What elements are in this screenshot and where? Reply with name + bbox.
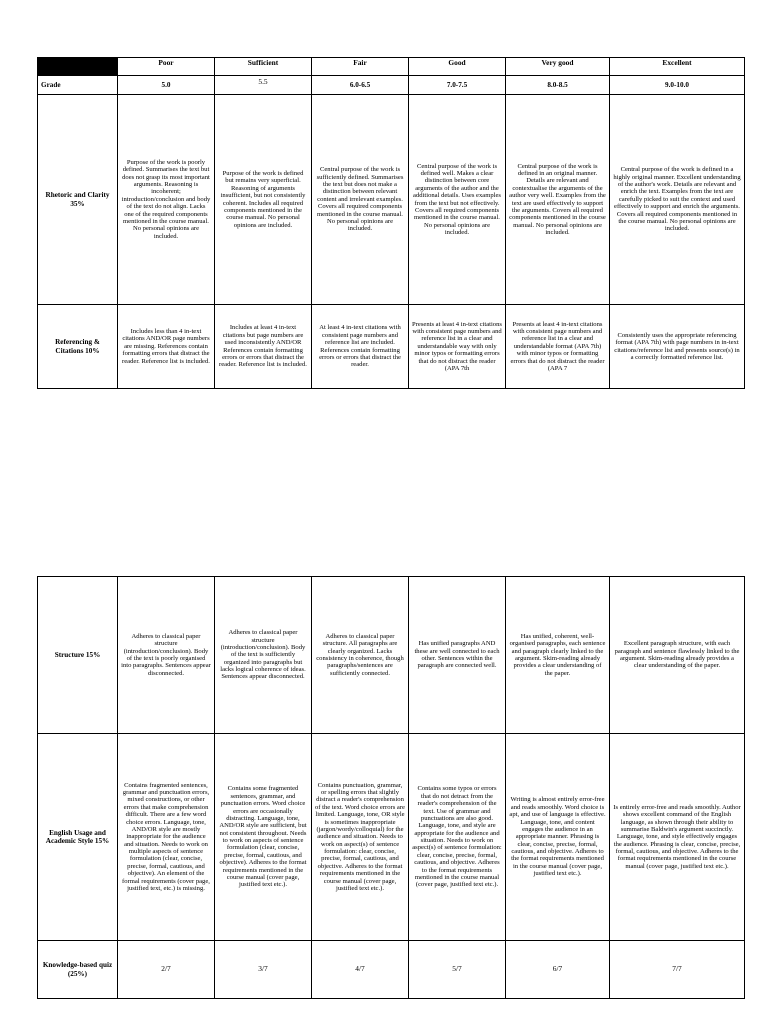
rhetoric-label: Rhetoric and Clarity 35%	[38, 95, 118, 305]
quiz-fair: 4/7	[312, 941, 409, 999]
rhetoric-very-good: Central purpose of the work is defined in an original manner. Details are relevant and contextualise the arguments of the author very well. Examples from the text are used effectively to support the arguments. Covers all required components mentioned in the course manual. No personal opinions are included.	[506, 95, 610, 305]
english-label: English Usage and Academic Style 15%	[38, 734, 118, 941]
quiz-very-good: 6/7	[506, 941, 610, 999]
quiz-good: 5/7	[409, 941, 506, 999]
structure-poor: Adheres to classical paper structure (introduction/conclusion). Body of the text is poorly organised into paragraphs. Sentences appear disconnected.	[118, 577, 215, 734]
rhetoric-poor: Purpose of the work is poorly defined. Summarises the text but does not grasp its most important arguments. Reasoning is incoherent; introduction/conclusion and body of the text do not align. Lacks one of the required components mentioned in the course manual. No personal opinions are included.	[118, 95, 215, 305]
grade-sufficient: 5.5	[215, 76, 312, 95]
grade-poor: 5.0	[118, 76, 215, 95]
level-excellent: Excellent	[610, 58, 745, 76]
english-good: Contains some typos or errors that do not detract from the reader's comprehension of the text. Use of grammar and punctuations are also good. Language, tone, and style are appropriate for the audience and situation. Needs to work on aspect(s) of sentence formulation: clear, concise, precise, formal, cautious, and objective. Adheres to the format requirements mentioned in the course manual (cover page, justified text etc.).	[409, 734, 506, 941]
rhetoric-good: Central purpose of the work is defined well. Makes a clear distinction between core arguments of the author and the additional details. Uses examples from the text but not effectively. Covers all required components mentioned in the course manual. No personal opinions are included.	[409, 95, 506, 305]
english-poor: Contains fragmented sentences, grammar and punctuation errors, mixed constructions, or other errors that make comprehension difficult. There are a few word choice errors. Language, tone, AND/OR style are mostly inappropriate for the audience and situation. Needs to work on multiple aspects of sentence formulation (clear, concise, precise, formal, cautious, and objective). An element of the formal requirements (cover page, justified text, etc.) is missing.	[118, 734, 215, 941]
english-sufficient: Contains some fragmented sentences, grammar, and punctuation errors. Word choice errors are occasionally distracting. Language, tone, AND/OR style are sufficient, but not consistent throughout. Needs to work on aspects of sentence formulation (clear, concise, precise, formal, cautious, and objective). Adheres to the format requirements mentioned in the course manual (cover page, justified text etc.).	[215, 734, 312, 941]
structure-excellent: Excellent paragraph structure, with each paragraph and sentence flawlessly linked to the argument. Skim-reading already provides a clear understanding of the paper.	[610, 577, 745, 734]
referencing-sufficient: Includes at least 4 in-text citations but page numbers are used inconsistently AND/OR References contain formatting errors or errors that distract the reader. Reference list is included.	[215, 305, 312, 389]
english-row	[38, 734, 745, 941]
quiz-label: Knowledge-based quiz (25%)	[38, 941, 118, 999]
referencing-label: Referencing & Citations 10%	[38, 305, 118, 389]
level-poor: Poor	[118, 58, 215, 76]
level-very-good: Very good	[506, 58, 610, 76]
grade-very-good: 8.0-8.5	[506, 76, 610, 95]
english-excellent: Is entirely error-free and reads smoothly. Author shows excellent command of the English language, as shown through their ability to summarise Baldwin's argument succinctly. Language, tone, and style effectively engages the audience. Phrasing is clear, concise, precise, formal, cautious, and objective. Adheres to the format requirements mentioned in the course manual (cover page, justified text etc.).	[610, 734, 745, 941]
level-good: Good	[409, 58, 506, 76]
rhetoric-sufficient: Purpose of the work is defined but remains very superficial. Reasoning of arguments insufficient, but not consistently coherent. Includes all required components mentioned in the course manual. No personal opinions are included.	[215, 95, 312, 305]
grade-good: 7.0-7.5	[409, 76, 506, 95]
referencing-row	[38, 305, 745, 389]
structure-very-good: Has unified, coherent, well-organised paragraphs, each sentence and paragraph clearly linked to the argument. Skim-reading already provides a clear understanding of the paper.	[506, 577, 610, 734]
quiz-excellent: 7/7	[610, 941, 745, 999]
referencing-poor: Includes less than 4 in-text citations AND/OR page numbers are missing. References contain formatting errors that distract the reader. Reference list is included.	[118, 305, 215, 389]
structure-good: Has unified paragraphs AND these are well connected to each other. Sentences within the paragraph are connected well.	[409, 577, 506, 734]
rhetoric-row	[38, 95, 745, 305]
structure-fair: Adheres to classical paper structure. All paragraphs are clearly organized. Lacks consistency in coherence, though paragraphs/sentences are sufficiently connected.	[312, 577, 409, 734]
english-fair: Contains punctuation, grammar, or spelling errors that slightly distract a reader's comprehension of the text. Word choice errors are limited. Language, tone, OR style is sometimes inappropriate (jargon/wordy/colloquial) for the audience and situation. Needs to work on aspect(s) of sentence formulation: clear, concise, precise, formal, cautious, and objective. Adheres to the format requirements mentioned in the course manual (cover page, justified text etc.).	[312, 734, 409, 941]
level-sufficient: Sufficient	[215, 58, 312, 76]
structure-row	[38, 577, 745, 734]
english-very-good: Writing is almost entirely error-free and reads smoothly. Word choice is apt, and use of language is effective. Language, tone, and content engages the audience in an appropriate manner. Phrasing is clear, concise, precise, formal, cautious, and objective. Adheres to the format requirements mentioned in the course manual (cover page, justified text etc.).	[506, 734, 610, 941]
referencing-very-good: Presents at least 4 in-text citations with consistent page numbers and reference list in a clear and understandable format (APA 7th) with minor typos or formatting errors that do not distract the reader (APA 7	[506, 305, 610, 389]
level-fair: Fair	[312, 58, 409, 76]
rubric-table-bottom	[37, 576, 745, 999]
structure-sufficient: Adheres to classical paper structure (introduction/conclusion). Body of the text is sufficiently organized into paragraphs but lacks logical coherence of ideas. Sentences appear disconnected.	[215, 577, 312, 734]
quiz-poor: 2/7	[118, 941, 215, 999]
referencing-good: Presents at least 4 in-text citations with consistent page numbers and reference list in a clear and understandable way with only minor typos or formatting errors that do not distract the reader (APA 7th	[409, 305, 506, 389]
level-header-row	[38, 58, 745, 76]
structure-label: Structure 15%	[38, 577, 118, 734]
quiz-row	[38, 941, 745, 999]
referencing-excellent: Consistently uses the appropriate referencing format (APA 7th) with page numbers in in-text citations/reference list and presents source(s) in a correctly formatted reference list.	[610, 305, 745, 389]
rhetoric-fair: Central purpose of the work is sufficiently defined. Summarises the text but does not make a distinction between relevant content and irrelevant examples. Covers all required components mentioned in the course manual. No personal opinions are included.	[312, 95, 409, 305]
grade-label: Grade	[38, 76, 118, 95]
rubric-table-top	[37, 57, 745, 389]
rhetoric-excellent: Central purpose of the work is defined in a highly original manner. Excellent understanding of the author's work. Details are relevant and enrich the text. Examples from the text are carefully picked to suit the context and used effectively to support and enrich the arguments. Covers all required components mentioned in the course manual. No personal opinions are included.	[610, 95, 745, 305]
quiz-sufficient: 3/7	[215, 941, 312, 999]
referencing-fair: At least 4 in-text citations with consistent page numbers and reference list are included. References contain formatting errors or errors that distract the reader.	[312, 305, 409, 389]
header-corner	[38, 58, 118, 76]
grade-fair: 6.0-6.5	[312, 76, 409, 95]
grade-excellent: 9.0-10.0	[610, 76, 745, 95]
grade-row	[38, 76, 745, 95]
